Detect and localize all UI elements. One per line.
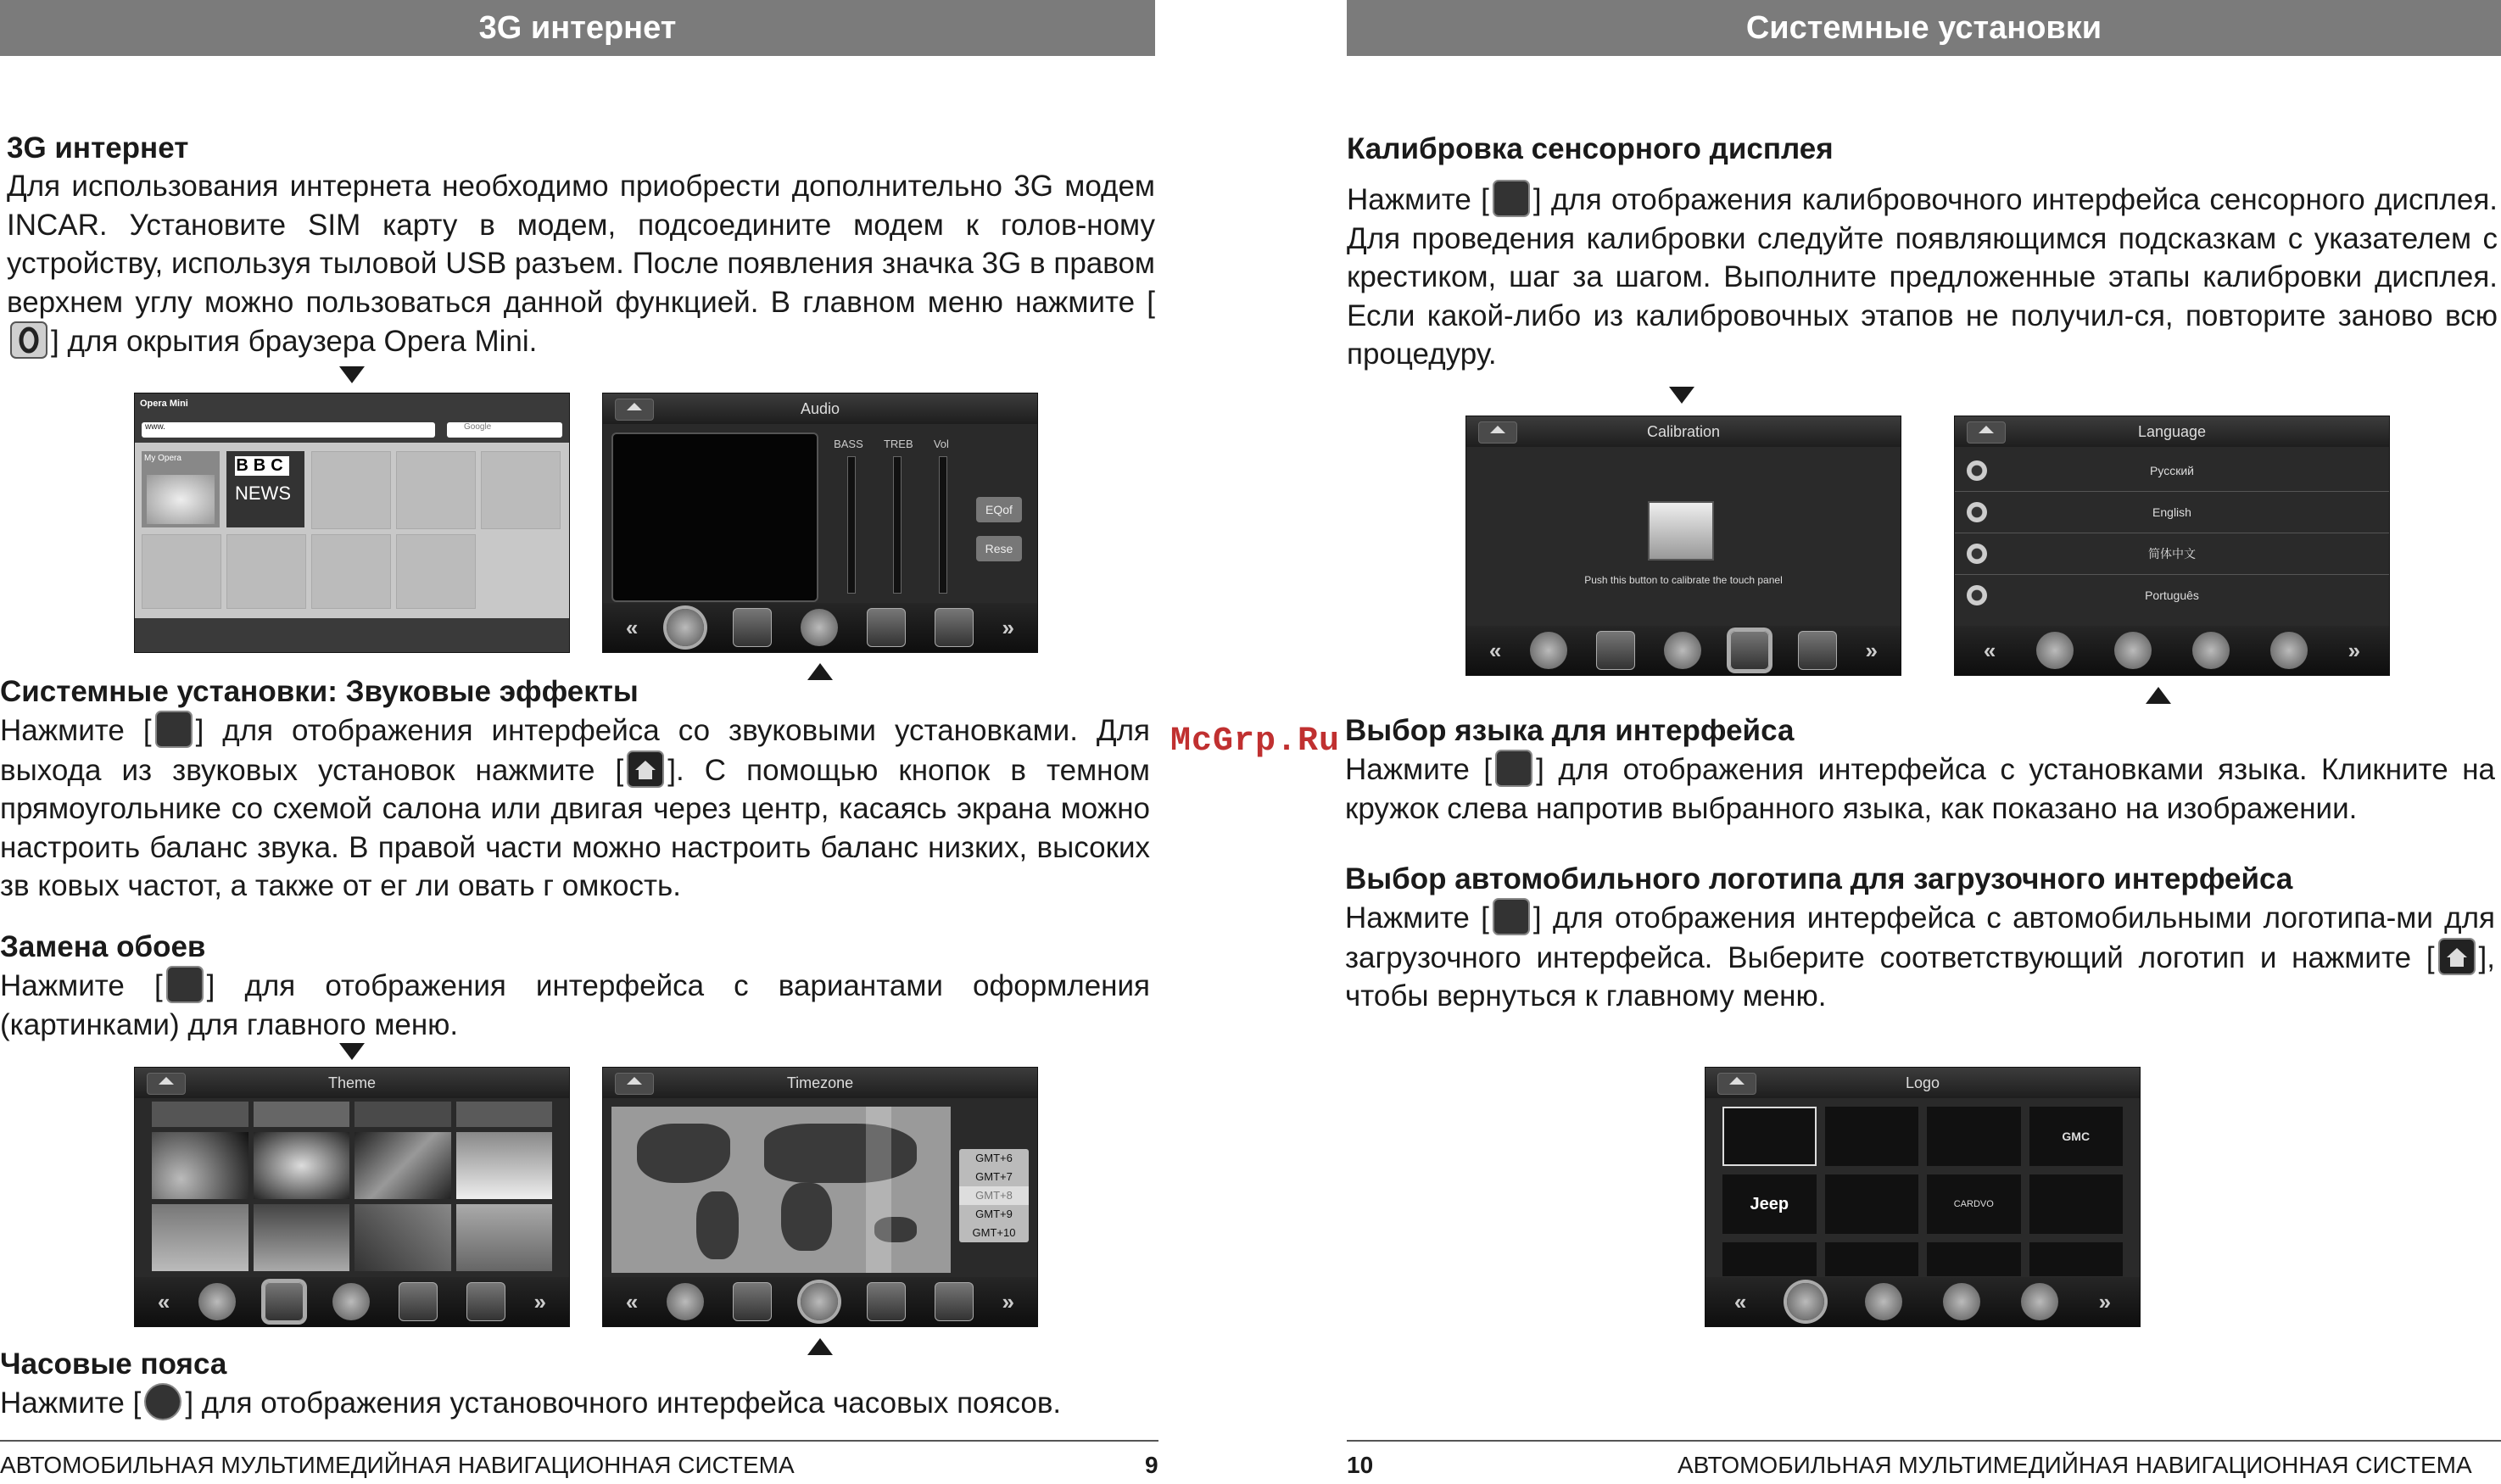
- vol-label: Vol: [933, 438, 949, 450]
- theme-screenshot: Theme « »: [134, 1067, 570, 1327]
- section-calibration-title: Калибровка сенсорного дисплея: [1347, 132, 1834, 165]
- left-footer-text: АВТОМОБИЛЬНАЯ МУЛЬТИМЕДИЙНАЯ НАВИГАЦИОННАЯ СИСТЕМА: [0, 1452, 795, 1478]
- audio-title: Audio: [800, 399, 840, 417]
- language-icon: [1495, 750, 1532, 787]
- section-timezone-title: Часовые пояса: [0, 1347, 227, 1381]
- treb-label: TREB: [883, 438, 913, 450]
- section-timezone-text: [0, 1383, 1155, 1423]
- arrow-down-icon: [339, 366, 365, 383]
- logo-tile: GMC: [2029, 1107, 2124, 1166]
- timezone-option: GMT+10: [972, 1226, 1016, 1239]
- opera-icon: [10, 321, 47, 359]
- home-icon: [627, 750, 664, 788]
- lang-text-1: Нажмите [: [1345, 753, 1493, 786]
- section-logo-title: Выбор автомобильного логотипа для загрузочного интерфейса: [1345, 862, 2293, 895]
- audio-screenshot: Audio BASS TREB Vol EQof Rese « »: [602, 393, 1038, 653]
- language-row: English: [1955, 492, 2389, 533]
- language-row: Português: [1955, 575, 2389, 616]
- timezone-option: GMT+6: [975, 1152, 1013, 1164]
- speed-dial-bbc: BBC NEWS: [226, 451, 304, 527]
- left-page-number: 9: [1145, 1452, 1158, 1478]
- left-footer-rule: [0, 1440, 1158, 1442]
- tz-text-1: Нажмите [: [0, 1386, 142, 1420]
- sound-text-3: ]. С помощью кнопок в темном прямоугольнике со схемой салона или двигая через центр, касаясь экрана можно настроить баланс звука. В правой части можно настроить баланс низких, высоких зв ковых частот, а также от ег ли овать г омкость.: [0, 753, 1150, 902]
- calibrate-button: [1648, 501, 1714, 561]
- logo-text-2: ] для отображения интерфейса с автомобильными логотипа-ми для загрузочного интерфейса. Выберите соответствующий логотип и нажмите [: [1345, 901, 2495, 974]
- timezone-option: GMT+7: [975, 1170, 1013, 1183]
- section-calibration-text: [1347, 180, 2498, 374]
- logo-tile: [1825, 1107, 1919, 1166]
- section-3g-title: 3G интернет: [7, 131, 189, 165]
- language-row: Русский: [1955, 450, 2389, 492]
- arrow-up-icon: [807, 1338, 833, 1355]
- theme-icon: [166, 966, 204, 1003]
- logo-screen-title: Logo: [1905, 1074, 1940, 1091]
- calibration-icon: [1493, 180, 1530, 217]
- opera-title: Opera Mini: [140, 399, 188, 409]
- language-title: Language: [2137, 422, 2207, 440]
- right-footer-text: АВТОМОБИЛЬНАЯ МУЛЬТИМЕДИЙНАЯ НАВИГАЦИОННАЯ СИСТЕМА: [1678, 1452, 2472, 1478]
- calib-text-2: ] для отображения калибровочного интерфейса сенсорного дисплея. Для проведения калибровки следуйте появляющимся подсказкам с указателем с крестиком, шаг за шагом. Выполните предложенные этапы калибровки дисплея. Если какой-либо из калибровочных этапов не получил-ся, повторите заново всю процедуру.: [1347, 183, 2498, 371]
- eq-button: EQof: [976, 497, 1022, 522]
- arrow-down-icon: [1669, 387, 1694, 404]
- arrow-up-icon: [807, 663, 833, 680]
- logo-tile: CARDVO: [1927, 1174, 2021, 1234]
- logo-text-3: ], чтобы вернуться к главному меню.: [1345, 940, 2495, 1013]
- section-theme-title: Замена обоев: [0, 930, 206, 963]
- calib-text-1: Нажмите [: [1347, 183, 1489, 216]
- logo-tile: [1927, 1107, 2021, 1166]
- left-page-header: 3G интернет: [0, 0, 1155, 56]
- logo-tile: [1722, 1107, 1817, 1166]
- logo-tile: Jeep: [1722, 1174, 1817, 1234]
- opera-url-bar: www.: [142, 422, 435, 438]
- section-language-title: Выбор языка для интерфейса: [1345, 714, 1795, 747]
- section-logo-text: [1345, 898, 2495, 1016]
- watermark: McGrp.Ru: [1170, 722, 1341, 761]
- timezone-title: Timezone: [786, 1074, 854, 1091]
- bass-label: BASS: [834, 438, 863, 450]
- logo-icon: [1493, 898, 1530, 935]
- section-3g-text-2: ] для окрытия браузера Opera Mini.: [51, 325, 538, 358]
- right-page-header: Системные установки: [1347, 0, 2501, 56]
- calibration-title: Calibration: [1646, 422, 1721, 440]
- clock-icon: [144, 1383, 181, 1420]
- right-page-number: 10: [1347, 1452, 1374, 1478]
- section-3g-text: [7, 167, 1155, 361]
- theme-text-1: Нажмите [: [0, 969, 163, 1002]
- arrow-up-icon: [2146, 687, 2171, 704]
- logo-tile: [1825, 1174, 1919, 1234]
- reset-button: Rese: [976, 536, 1022, 561]
- tz-text-2: ] для отображения установочного интерфейса часовых поясов.: [185, 1386, 1062, 1420]
- section-theme-text: [0, 966, 1150, 1044]
- section-sound-title: Системные установки: Звуковые эффекты: [0, 675, 639, 708]
- calibration-screenshot: Calibration Push this button to calibrate the touch panel « »: [1465, 416, 1901, 676]
- timezone-option: GMT+9: [975, 1208, 1013, 1220]
- speed-dial-my-opera: My Opera: [142, 451, 220, 527]
- right-footer-rule: [1347, 1440, 2501, 1442]
- opera-search-box: Google: [447, 422, 562, 438]
- section-3g-text-1: Для использования интернета необходимо приобрести дополнительно 3G модем INCAR. Установите SIM карту в модем, подсоедините модем к голов-ному устройству, используя тыловой USB разъем. После появления значка 3G в правом верхнем углу можно пользоваться данной функцией. В главном меню нажмите [: [7, 170, 1155, 319]
- sound-text-2: ] для отображения интерфейса со звуковыми установками. Для выхода из звуковых установок нажмите [: [0, 714, 1150, 787]
- world-map: [611, 1107, 951, 1273]
- arrow-down-icon: [339, 1043, 365, 1060]
- section-language-text: [1345, 750, 2495, 828]
- theme-text-2: ] для отображения интерфейса с вариантами оформления (картинками) для главного меню.: [0, 969, 1150, 1041]
- sound-icon: [155, 711, 193, 748]
- timezone-option-selected: GMT+8: [959, 1186, 1029, 1205]
- timezone-screenshot: Timezone GMT+6 GMT+7 GMT+8 GMT+9 GMT+10 « »: [602, 1067, 1038, 1327]
- calibration-hint: Push this button to calibrate the touch panel: [1584, 574, 1783, 586]
- theme-screen-title: Theme: [327, 1074, 377, 1091]
- timezone-list: [959, 1149, 1029, 1242]
- logo-tile: [2029, 1174, 2124, 1234]
- balance-panel: [611, 432, 818, 602]
- logo-screenshot: Logo GMC Jeep CARDVO « »: [1705, 1067, 2141, 1327]
- opera-mini-screenshot: [134, 393, 570, 653]
- language-screenshot: Language Русский English 简体中文 Português « »: [1954, 416, 2390, 676]
- language-row: 简体中文: [1955, 533, 2389, 575]
- home-icon: [2438, 938, 2476, 975]
- logo-text-1: Нажмите [: [1345, 901, 1489, 934]
- lang-text-2: ] для отображения интерфейса с установками языка. Кликните на кружок слева напротив выбранного языка, как показано на изображении.: [1345, 753, 2495, 825]
- section-sound-text: [0, 711, 1150, 906]
- sound-text-1: Нажмите [: [0, 714, 152, 747]
